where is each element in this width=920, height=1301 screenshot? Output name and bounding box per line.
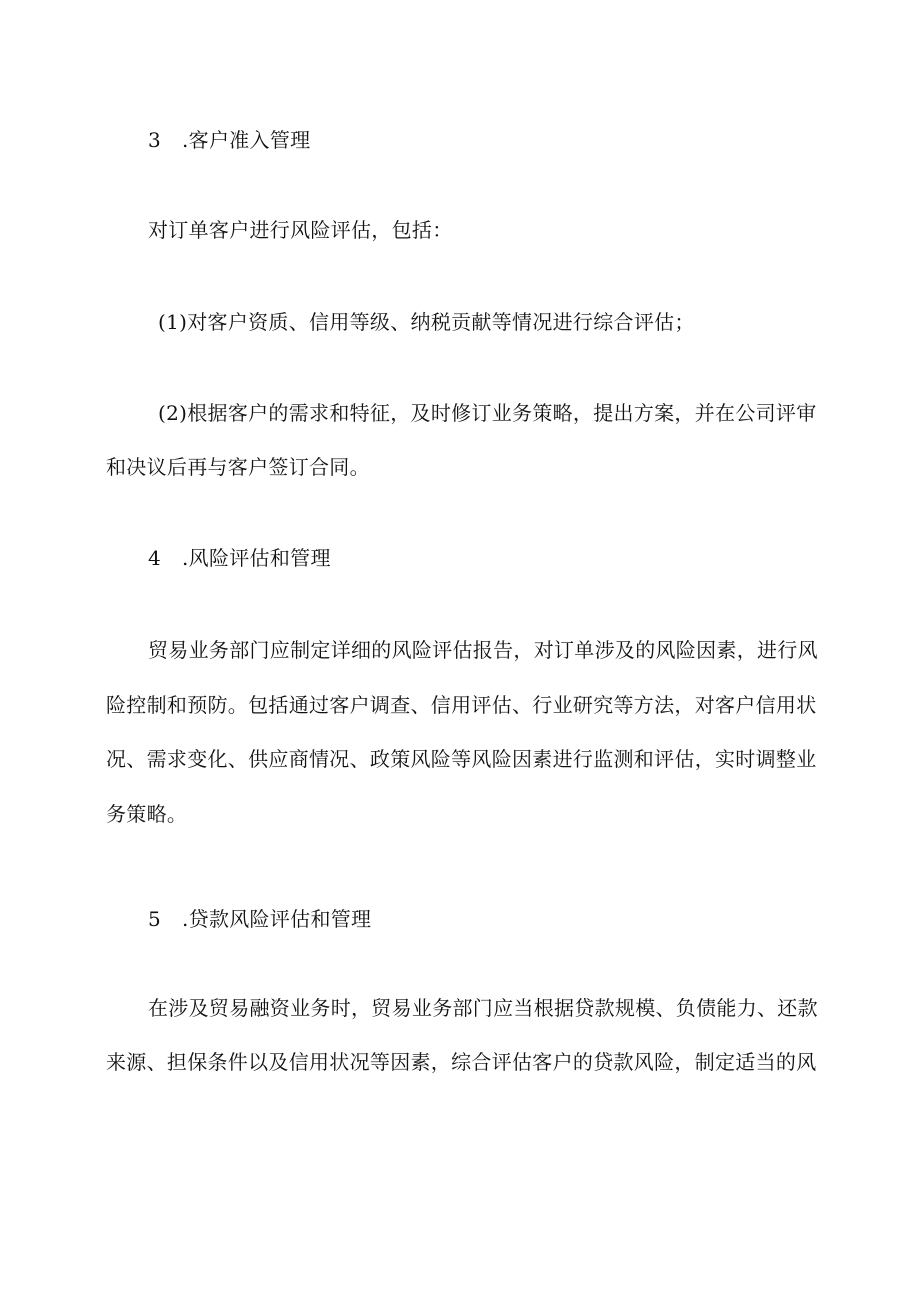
section-number: 5 <box>148 907 162 931</box>
section-title: .风险评估和管理 <box>182 546 331 570</box>
section-3-intro: 对订单客户进行风险评估，包括： <box>148 218 453 242</box>
section-number: 3 <box>148 128 162 152</box>
section-heading-5 <box>148 905 371 933</box>
section-heading-4 <box>148 544 331 572</box>
section-heading-3 <box>148 126 310 154</box>
section-number: 4 <box>148 546 162 570</box>
paragraph-5-line-2: 来源、担保条件以及信用状况等因素，综合评估客户的贷款风险，制定适当的风 <box>106 1050 817 1074</box>
list-item-2-line-1: (2)根据客户的需求和特征，及时修订业务策略，提出方案，并在公司评审 <box>158 401 817 425</box>
list-item-1: (1)对客户资质、信用等级、纳税贡献等情况进行综合评估； <box>158 310 695 334</box>
section-title: .客户准入管理 <box>182 128 311 152</box>
paragraph-4-line-4: 务策略。 <box>106 802 188 826</box>
list-item-2-line-2: 和决议后再与客户签订合同。 <box>106 455 370 479</box>
section-title: .贷款风险评估和管理 <box>182 907 372 931</box>
paragraph-5-line-1: 在涉及贸易融资业务时，贸易业务部门应当根据贷款规模、负债能力、还款 <box>148 996 818 1020</box>
paragraph-4-line-2: 险控制和预防。包括通过客户调查、信用评估、行业研究等方法，对客户信用状 <box>106 693 817 717</box>
paragraph-4-line-1: 贸易业务部门应制定详细的风险评估报告，对订单涉及的风险因素，进行风 <box>148 638 818 662</box>
paragraph-4-line-3: 况、需求变化、供应商情况、政策风险等风险因素进行监测和评估，实时调整业 <box>106 747 817 771</box>
